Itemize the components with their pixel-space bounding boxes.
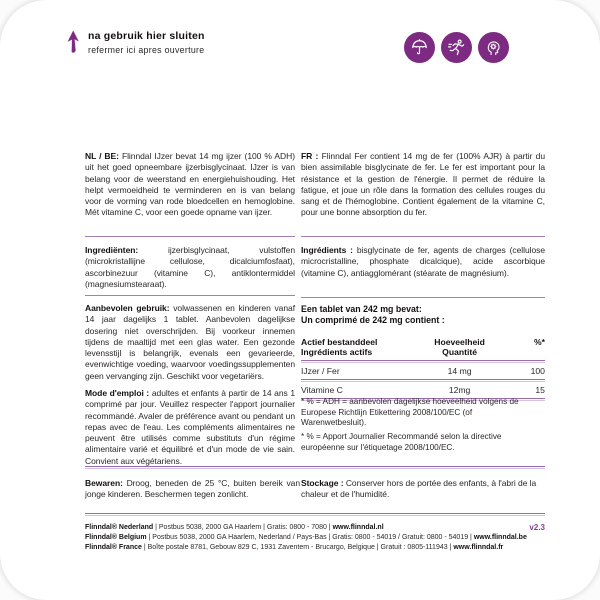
nl-usage-text: volwassenen en kinderen vanaf 14 jaar dagelijks 1 tablet. Aanbevolen dagelijkse dosering niet overschrijden. Bij voorkeur innemen tijdens de maaltijd met een glas water. Een gezonde levensstijl is belangrijk, evenals een gevarieerde, evenwichtige voeding, waarvoor voedingssupplementen geen vervanging zijn. Geschikt voor vegetariërs. [85,303,296,381]
nutrient-quantity: 12mg [448,384,471,395]
address-details: | Postbus 5038, 2000 GA Haarlem | Gratis: 0800 - 7080 | [153,524,333,531]
close-instruction-nl: na gebruik hier sluiten [88,30,205,42]
divider [85,466,545,469]
arrow-up-icon [66,30,80,56]
nl-usage-paragraph [85,303,295,382]
divider [301,236,545,237]
nutrient-name: Vitamine C [301,384,343,395]
fr-intro-label: FR : [301,151,319,161]
fr-mode-label: Mode d'emploi : [85,388,150,398]
footer-line-belgium [85,533,545,543]
footer-line-france [85,543,545,553]
footer-line-nederland [85,523,545,533]
column-header-quantity: Hoeveelheid Quantité [434,336,485,357]
fr-storage-paragraph [301,478,545,501]
close-instruction-texts [88,30,205,55]
nutrition-table [301,304,545,401]
footer [85,523,545,553]
close-instruction [66,30,205,56]
nl-intro-paragraph [85,151,295,219]
close-instruction-fr: refermer ici apres ouverture [88,45,205,55]
nutrient-percent: 15 [535,384,545,395]
nl-storage-text: Droog, beneden de 25 °C, buiten bereik van jonge kinderen. Beschermen tegen zonlicht. [85,478,301,500]
divider [85,295,295,296]
nl-usage-label: Aanbevolen gebruik: [85,303,170,313]
fr-mode-text: adultes et enfants à partir de 14 ans 1 comprimé par jour. Veuillez respecter l'apport journalier recommandé. Avaler de préférence avant ou pendant un repas avec de l'eau. Les compléments alimentaires ne peuvent être utilisés comme substituts d'un régime alimentaire varié et équilibré et d'un mode de vie sain. Convient aux végétariens. [85,388,296,466]
table-row [301,363,545,379]
address-details: | Boîte postale 8781, Gebouw 829 C, 1931 Zaventem - Brucargo, Belgique | Gratuit : 0805-111943 | [141,544,454,551]
table-title-fr: Un comprimé de 242 mg contient : [301,315,445,325]
nutrient-quantity: 14 mg [447,365,472,376]
fr-ingredients-text: bisglycinate de fer, agents de charges (cellulose microcristalline, phosphate dicalcique), acide ascorbique (vitamine C), antiagglomérant (stéarate de magnésium). [301,245,546,278]
nutrient-name: IJzer / Fer [301,365,340,376]
head-gear-icon [478,32,509,63]
fr-storage-text: Conserver hors de portée des enfants, à l'abri de la chaleur et de l'humidité. [301,478,537,500]
nl-storage-label: Bewaren: [85,478,123,488]
nutrient-percent: 100 [530,365,545,376]
website-url: www.flinndal.be [473,534,527,541]
table-footnote-fr: * % = Apport Journalier Recommandé selon la directive européenne sur l'étiquetage 2008/100/EC. [301,432,502,452]
running-figure-icon [441,32,472,63]
brand-name: Flinndal® Belgium [85,534,147,541]
brand-name: Flinndal® France [85,544,142,551]
website-url: www.flinndal.nl [332,524,384,531]
benefit-icons [404,32,509,63]
column-header-ingredient: Actief bestanddeel Ingrédients actifs [301,336,378,357]
address-details: | Postbus 5038, 2000 GA Haarlem, Nederland / Pays-Bas | Gratis: 0800 - 54019 / Gratuit: 0800 - 54019 | [146,534,474,541]
nl-intro-text: Flinndal IJzer bevat 14 mg ijzer (100 % ADH) uit het goed opneembare ijzerbisglycinaat. IJzer is van belang voor de weerstand en energiehuishouding. Het helpt vermoeidheid te verminderen en is van belang voor de vorming van rode bloedcellen en hemoglobine. Mét vitamine C, voor een goede opname van ijzer. [85,151,295,218]
fr-ingredients-paragraph [301,245,545,279]
umbrella-icon [404,32,435,63]
divider [85,236,295,237]
table-footnote-nl: * % = ADH = aanbevolen dagelijkse hoeveelheid volgens de Europese Richtlijn Etikettering 2008/100/EC (of Warenwetbesluit). [301,397,519,428]
nl-ingredients-label: Ingrediënten: [85,245,139,255]
column-header-percent: %* [533,336,545,347]
nl-ingredients-text: ijzerbisglycinaat, vulstoffen (microkristallijne cellulose, dicalciumfosfaat), ascorbinezuur (vitamine C), antiklontermiddel (magnesiumstearaat). [85,245,295,289]
version-badge: v2.3 [529,523,545,532]
website-url: www.flinndal.fr [453,544,504,551]
fr-intro-paragraph [301,151,545,219]
fr-intro-text: Flinndal Fer contient 14 mg de fer (100% AJR) à partir du bien assimilable bisglycinate de fer. Le fer est important pour la résistance et la gestion de l'énergie. Il permet de réduire la fatigue, et joue un rôle dans la formation des cellules rouges du sang et de l'hémoglobine. Contient également de la vitamine C, pour une bonne absorption du fer. [301,151,546,218]
fr-storage-label: Stockage : [301,478,344,488]
fr-mode-paragraph [85,388,295,467]
nl-ingredients-paragraph [85,245,295,290]
table-row [301,382,545,398]
table-header-row [301,334,545,360]
fr-ingredients-label: Ingrédients : [301,245,353,255]
divider [85,513,545,516]
table-title-nl: Een tablet van 242 mg bevat: [301,304,422,314]
divider [301,297,545,298]
nl-intro-label: NL / BE: [85,151,119,161]
brand-name: Flinndal® Nederland [85,524,154,531]
nl-storage-paragraph [85,478,300,501]
